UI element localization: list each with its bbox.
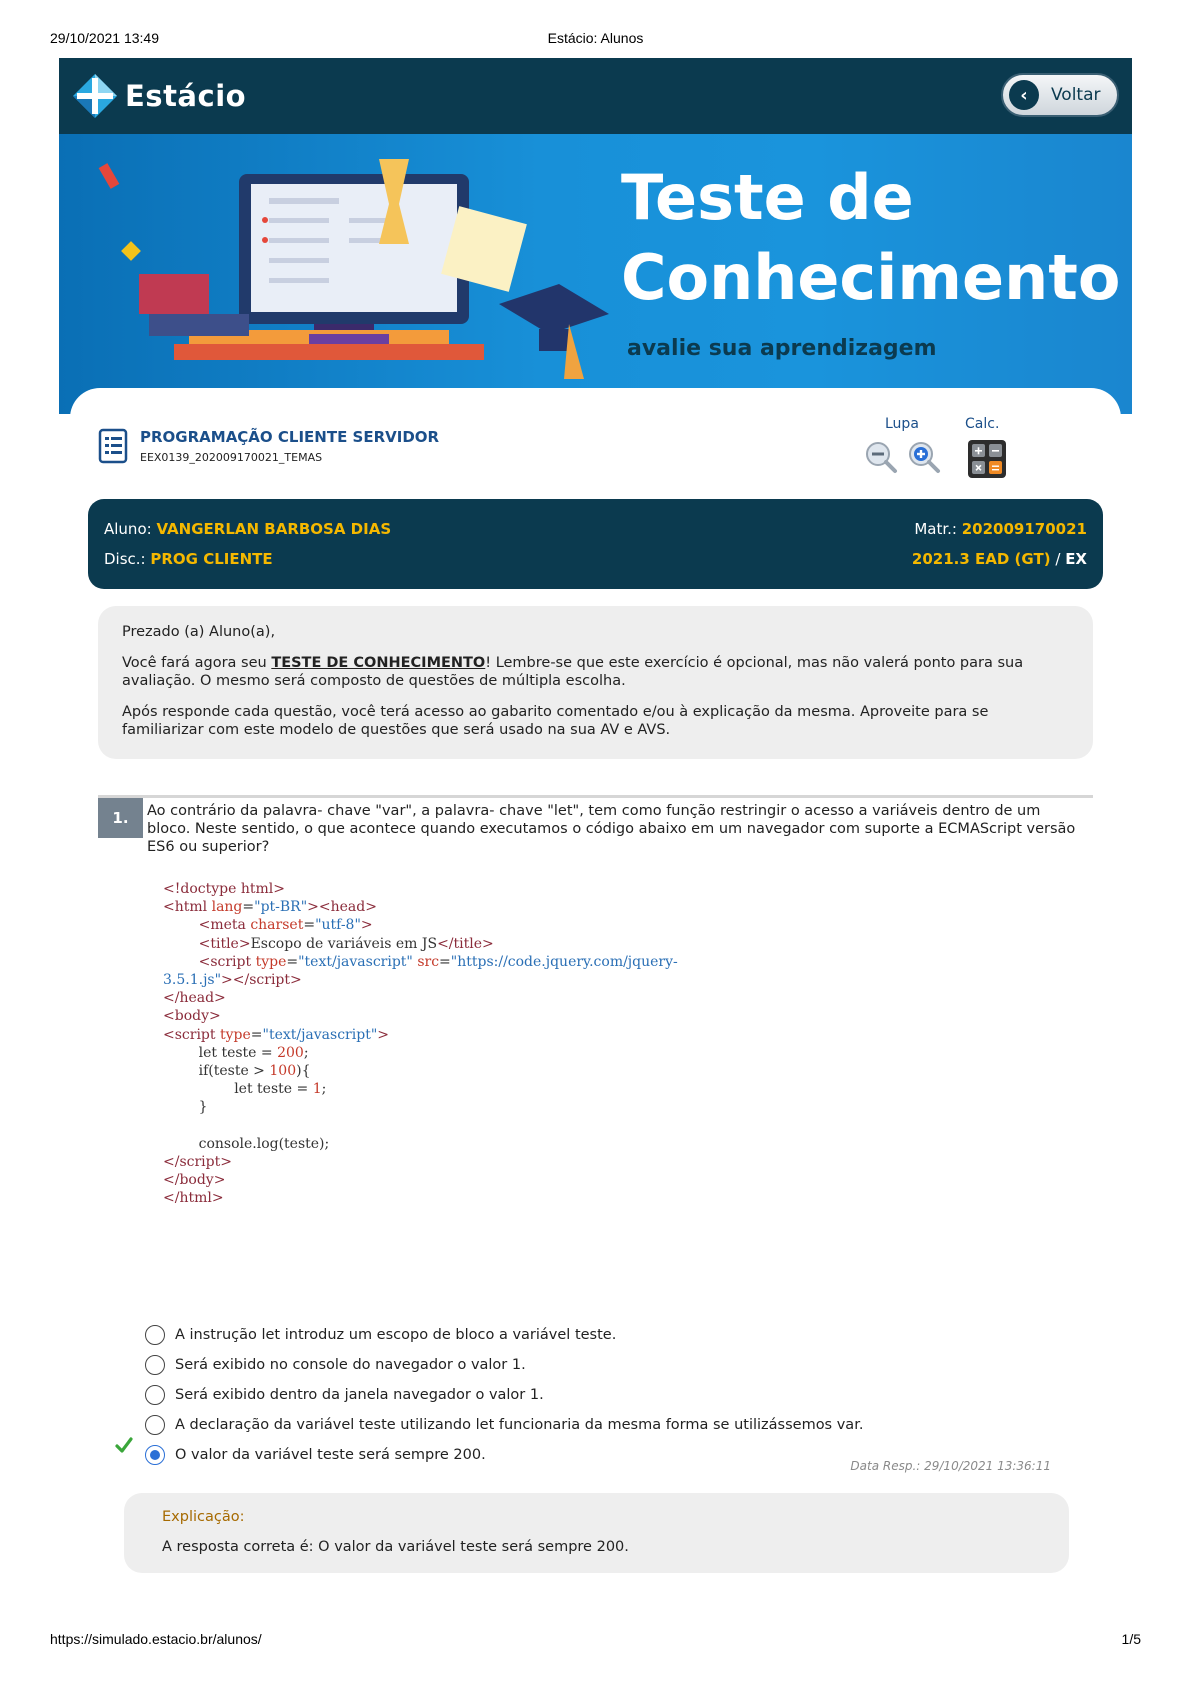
answer-timestamp: Data Resp.: 29/10/2021 13:36:11 (850, 1459, 1051, 1473)
explanation-text: A resposta correta é: O valor da variável teste será sempre 200. (162, 1539, 629, 1555)
question-number: 1. (98, 798, 143, 838)
back-arrow-icon: ‹ (1009, 80, 1039, 110)
intro-greeting: Prezado (a) Aluno(a), (122, 624, 276, 640)
answer-option[interactable] (145, 1384, 544, 1406)
intro-message (98, 606, 1093, 759)
student-name-row (104, 520, 391, 538)
student-info-card (88, 499, 1103, 589)
option-text: Será exibido dentro da janela navegador o valor 1. (175, 1387, 544, 1403)
zoom-in-icon[interactable] (907, 440, 941, 474)
correct-check-icon (115, 1437, 133, 1453)
intro-highlight: TESTE DE CONHECIMENTO (271, 655, 486, 671)
question-divider (98, 795, 1093, 798)
back-button-label: Voltar (1051, 85, 1101, 105)
course-name: PROGRAMAÇÃO CLIENTE SERVIDOR (140, 428, 440, 446)
option-text: O valor da variável teste será sempre 200. (175, 1447, 486, 1463)
option-text: A instrução let introduz um escopo de bloco a variável teste. (175, 1327, 617, 1343)
explanation-box (124, 1493, 1069, 1573)
banner-subtitle: avalie sua aprendizagem (627, 336, 937, 361)
intro-paragraph-2: Após responde cada questão, você terá acesso ao gabarito comentado e/ou à explicação da mesma. Aproveite para se familiarizar com este modelo de questões que será usado na sua AV e AVS. (122, 704, 989, 738)
option-radio[interactable] (145, 1355, 165, 1375)
option-radio[interactable] (145, 1385, 165, 1405)
option-radio[interactable] (145, 1415, 165, 1435)
estacio-logo-icon (71, 72, 119, 120)
option-text: Será exibido no console do navegador o valor 1. (175, 1357, 526, 1373)
matr-label: Matr.: (914, 520, 957, 538)
discipline-row (104, 550, 273, 568)
period-row (912, 550, 1087, 568)
option-radio-selected[interactable] (145, 1445, 165, 1465)
question-text: Ao contrário da palavra- chave "var", a palavra- chave "let", tem como função restringir o acesso a variáveis dentro de um bloco. Neste sentido, o que acontece quando executamos o código abaixo em um navegador com suporte a ECMAScript versão ES6 ou superior? (147, 803, 1076, 855)
back-button[interactable] (1001, 73, 1119, 117)
print-url: https://simulado.estacio.br/alunos/ (50, 1631, 262, 1647)
disc-label: Disc.: (104, 550, 146, 568)
banner-illustration (79, 154, 619, 394)
calc-label: Calc. (965, 416, 1000, 432)
option-text: A declaração da variável teste utilizando let funcionaria da mesma forma se utilizássemos var. (175, 1417, 864, 1433)
banner-title: Teste de Conhecimento (621, 161, 1121, 314)
period-type: EX (1065, 550, 1087, 568)
answer-option[interactable] (145, 1354, 526, 1376)
print-page-title: Estácio: Alunos (547, 30, 644, 46)
period-separator: / (1055, 550, 1061, 568)
print-date: 29/10/2021 13:49 (50, 30, 159, 46)
intro-paragraph-1: Você fará agora seu TESTE DE CONHECIMENTO! Lembre-se que este exercício é opcional, mas não valerá ponto para sua avaliação. O mesmo será composto de questões de múltipla escolha. (122, 655, 1024, 689)
content-panel-top (70, 388, 1121, 428)
answer-option-selected[interactable] (145, 1444, 486, 1466)
logo-text: Estácio (125, 79, 247, 113)
student-name: VANGERLAN BARBOSA DIAS (156, 520, 392, 538)
explanation-title: Explicação: (162, 1509, 245, 1525)
print-page-number: 1/5 (1121, 1631, 1141, 1647)
period-value: 2021.3 EAD (GT) (911, 550, 1051, 568)
logo[interactable] (71, 72, 246, 120)
answer-option[interactable] (145, 1414, 863, 1436)
top-bar (59, 58, 1132, 134)
document-list-icon (98, 428, 130, 464)
aluno-label: Aluno: (104, 520, 152, 538)
zoom-out-icon[interactable] (864, 440, 898, 474)
calculator-icon[interactable] (968, 440, 1006, 478)
course-code: EEX0139_202009170021_TEMAS (140, 451, 323, 464)
matricula-value: 202009170021 (961, 520, 1087, 538)
lupa-label: Lupa (885, 416, 919, 432)
matricula-row (914, 520, 1087, 538)
hero-banner (59, 134, 1132, 414)
discipline-name: PROG CLIENTE (150, 550, 273, 568)
answer-option[interactable] (145, 1324, 616, 1346)
option-radio[interactable] (145, 1325, 165, 1345)
question-code-image: <!doctype html> <html lang="pt-BR"><head> <meta charset="utf-8"> <title>Escopo de variáveis em JS</title> <script type="text/javascript" src="https://code.jquery.com/jquery- 3.5.1.js"></script> </head> <body> <script type="text/javascript"> let teste = 200; if(teste > 100){ let teste = 1; } console.log(teste); </script> </body> </html> (163, 881, 678, 1207)
